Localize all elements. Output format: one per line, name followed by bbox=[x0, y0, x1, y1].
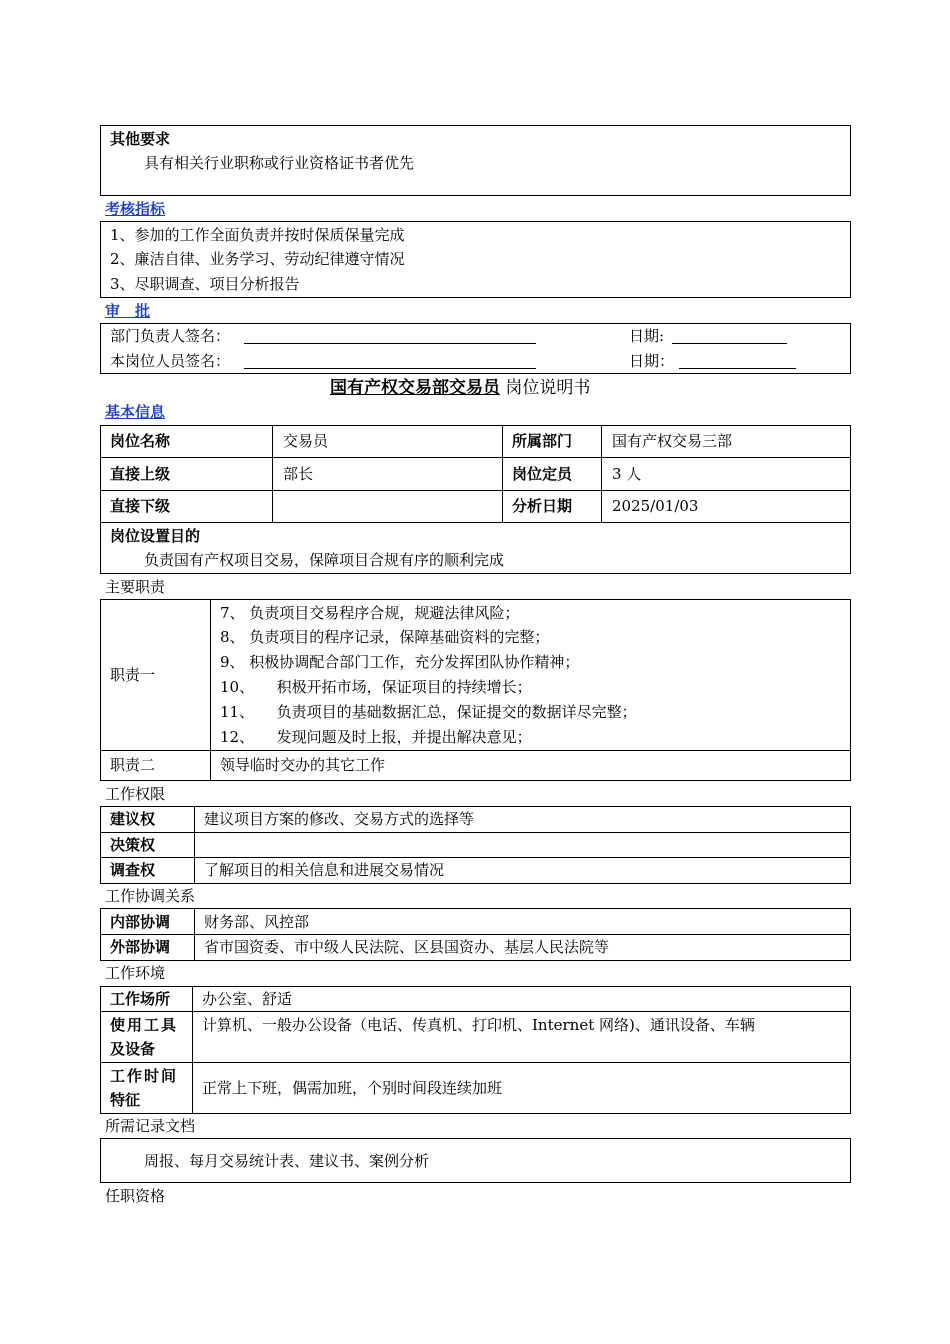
quota-label: 岗位定员 bbox=[512, 465, 573, 483]
tools-label-2: 及设备 bbox=[110, 1040, 156, 1058]
assessment-item: 2、廉洁自律、业务学习、劳动纪律遵守情况 bbox=[110, 250, 405, 268]
post-name-label: 岗位名称 bbox=[110, 432, 171, 450]
purpose-label: 岗位设置目的 bbox=[110, 527, 201, 545]
time-label-2: 特征 bbox=[110, 1091, 141, 1109]
purpose-text: 负责国有产权项目交易，保障项目合规有序的顺利完成 bbox=[144, 551, 505, 569]
approval-heading: 审 批 bbox=[105, 302, 151, 320]
other-requirements-heading: 其他要求 bbox=[110, 130, 171, 148]
post-name-value: 交易员 bbox=[283, 432, 329, 450]
records-heading: 所需记录文档 bbox=[105, 1117, 196, 1135]
authority-label: 调查权 bbox=[110, 861, 156, 879]
assessment-item: 1、参加的工作全面负责并按时保质保量完成 bbox=[110, 226, 405, 244]
duty1-item: 12、 发现问题及时上报，并提出解决意见； bbox=[220, 728, 532, 746]
dept-sign-label: 部门负责人签名： bbox=[110, 327, 231, 345]
date-label-1: 日期: bbox=[629, 327, 665, 345]
basic-info-heading: 基本信息 bbox=[105, 403, 166, 421]
superior-label: 直接上级 bbox=[110, 465, 171, 483]
place-label: 工作场所 bbox=[110, 990, 171, 1008]
authority-heading: 工作权限 bbox=[105, 785, 166, 803]
tools-value: 计算机、一般办公设备（电话、传真机、打印机、Internet 网络)、通讯设备、车辆 bbox=[202, 1016, 755, 1034]
authority-label: 建议权 bbox=[110, 810, 156, 828]
document-title-suffix: 岗位说明书 bbox=[505, 378, 591, 398]
quota-value: 3 人 bbox=[612, 465, 642, 483]
place-value: 办公室、舒适 bbox=[202, 990, 293, 1008]
subordinate-label: 直接下级 bbox=[110, 497, 171, 515]
date-line-2[interactable] bbox=[679, 368, 796, 369]
tools-label: 使用工具 bbox=[110, 1016, 179, 1034]
duty1-item: 7、 负责项目交易程序合规，规避法律风险； bbox=[220, 604, 520, 622]
assessment-heading: 考核指标 bbox=[105, 200, 166, 218]
analysis-date-label: 分析日期 bbox=[512, 497, 573, 515]
authority-value: 了解项目的相关信息和进展交易情况 bbox=[204, 861, 445, 879]
other-requirements-text: 具有相关行业职称或行业资格证书者优先 bbox=[144, 154, 415, 172]
dept-value: 国有产权交易三部 bbox=[612, 432, 733, 450]
post-sign-label: 本岗位人员签名： bbox=[110, 352, 231, 370]
assessment-item: 3、尽职调查、项目分析报告 bbox=[110, 275, 300, 293]
superior-value: 部长 bbox=[283, 465, 314, 483]
coordination-value: 省市国资委、市中级人民法院、区县国资办、基层人民法院等 bbox=[204, 938, 610, 956]
duty2-label: 职责二 bbox=[110, 756, 156, 774]
dept-label: 所属部门 bbox=[512, 432, 573, 450]
coordination-label: 内部协调 bbox=[110, 913, 171, 931]
duty1-item: 10、 积极开拓市场，保证项目的持续增长； bbox=[220, 678, 532, 696]
coordination-label: 外部协调 bbox=[110, 938, 171, 956]
date-label-2: 日期： bbox=[629, 352, 675, 370]
document-title-main: 国有产权交易部交易员 bbox=[330, 378, 500, 398]
duty1-item: 9、 积极协调配合部门工作，充分发挥团队协作精神； bbox=[220, 653, 580, 671]
coordination-heading: 工作协调关系 bbox=[105, 887, 196, 905]
authority-label: 决策权 bbox=[110, 836, 156, 854]
date-line-1[interactable] bbox=[672, 343, 787, 344]
duty1-item: 11、 负责项目的基础数据汇总，保证提交的数据详尽完整； bbox=[220, 703, 637, 721]
environment-heading: 工作环境 bbox=[105, 964, 166, 982]
analysis-date-value: 2025/01/03 bbox=[612, 497, 699, 515]
duty1-item: 8、 负责项目的程序记录，保障基础资料的完整； bbox=[220, 628, 550, 646]
duties-heading: 主要职责 bbox=[105, 578, 166, 596]
post-sign-line[interactable] bbox=[244, 368, 536, 369]
time-value: 正常上下班，偶需加班，个别时间段连续加班 bbox=[202, 1079, 503, 1097]
authority-value: 建议项目方案的修改、交易方式的选择等 bbox=[204, 810, 475, 828]
document-title bbox=[330, 377, 590, 399]
time-label: 工作时间 bbox=[110, 1067, 179, 1085]
dept-sign-line[interactable] bbox=[244, 343, 536, 344]
qualification-heading: 任职资格 bbox=[105, 1187, 166, 1205]
records-text: 周报、每月交易统计表、建议书、案例分析 bbox=[144, 1152, 430, 1170]
coordination-value: 财务部、风控部 bbox=[204, 913, 310, 931]
duty1-label: 职责一 bbox=[110, 666, 156, 684]
duty2-text: 领导临时交办的其它工作 bbox=[220, 756, 386, 774]
